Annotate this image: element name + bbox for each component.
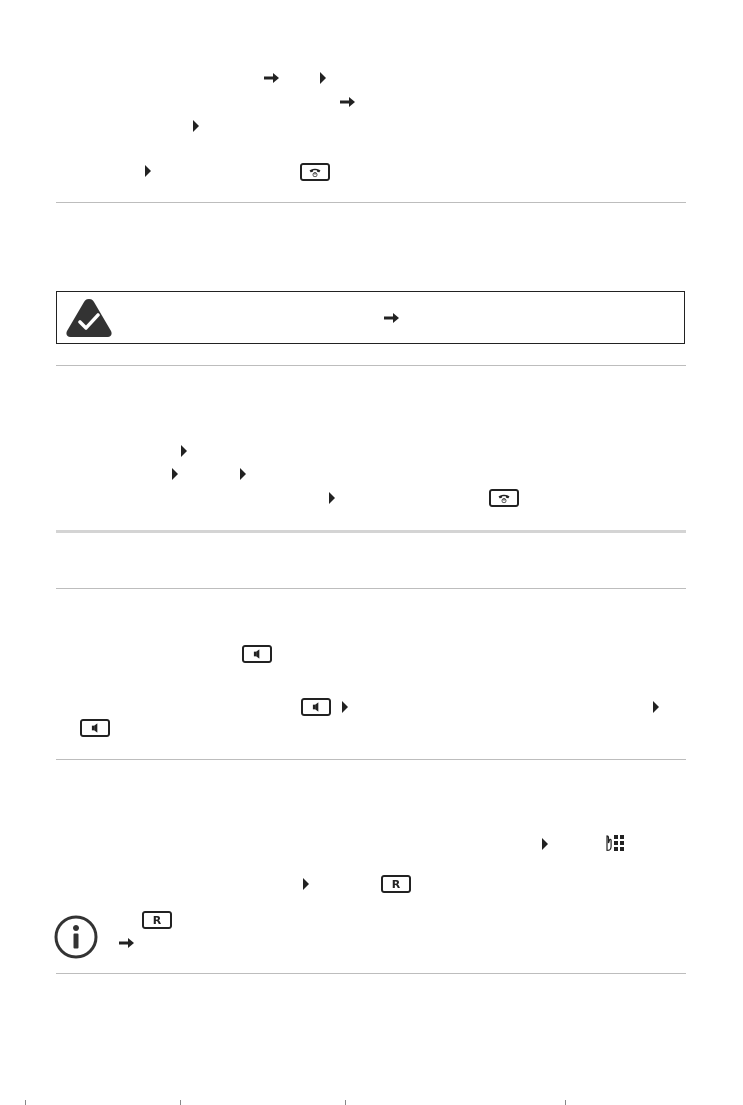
handsfree-key-icon: [80, 719, 110, 737]
triangle-right-icon: [172, 468, 178, 480]
section-divider: [56, 759, 686, 760]
section-divider: [56, 973, 686, 974]
handsfree-key-icon: [301, 698, 331, 716]
handsfree-key-icon: [242, 645, 272, 663]
recall-key-icon: R: [381, 875, 411, 893]
section-divider-heavy: [56, 530, 686, 533]
end-call-key-icon: [300, 163, 330, 181]
page-edge-mark: [180, 1100, 181, 1105]
triangle-right-icon: [320, 72, 326, 84]
page-edge-mark: [565, 1100, 566, 1105]
arrow-right-icon: [384, 312, 400, 324]
triangle-right-icon: [145, 165, 151, 177]
triangle-right-icon: [653, 701, 659, 713]
keypad-icon: [605, 833, 627, 855]
section-divider: [56, 365, 686, 366]
arrow-right-icon: [119, 937, 135, 949]
triangle-right-icon: [193, 120, 199, 132]
triangle-right-icon: [303, 878, 309, 890]
arrow-right-icon: [264, 72, 280, 84]
arrow-right-icon: [340, 96, 356, 108]
triangle-right-icon: [542, 838, 548, 850]
triangle-right-icon: [240, 468, 246, 480]
recall-key-icon: R: [142, 911, 172, 929]
page-edge-mark: [25, 1100, 26, 1105]
page-edge-mark: [345, 1100, 346, 1105]
section-divider: [56, 588, 686, 589]
info-circle-icon: [53, 914, 99, 960]
triangle-right-icon: [342, 701, 348, 713]
checkmark-triangle-icon: [63, 296, 115, 340]
success-note-box: [56, 291, 685, 344]
triangle-right-icon: [329, 492, 335, 504]
end-call-key-icon: [489, 489, 519, 507]
section-divider: [56, 202, 686, 203]
triangle-right-icon: [181, 445, 187, 457]
